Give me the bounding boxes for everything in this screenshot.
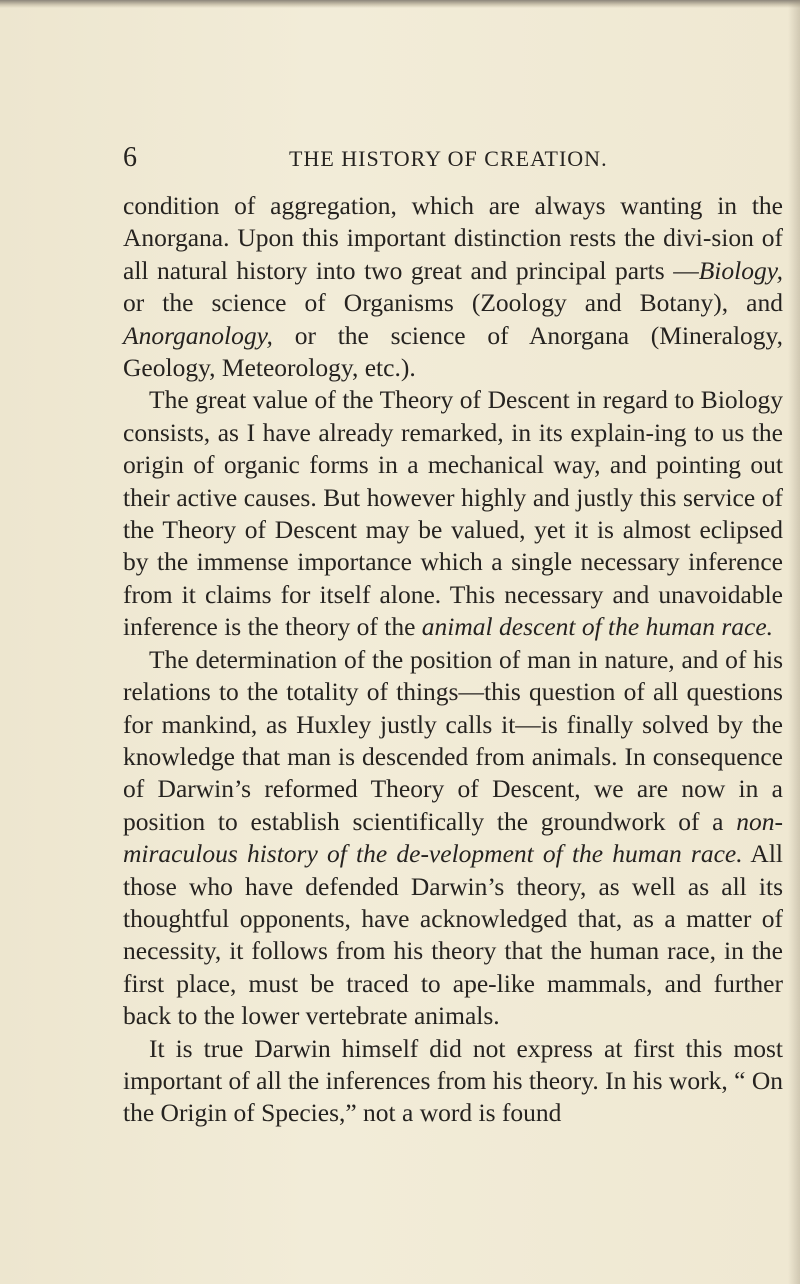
italic-phrase-animal-descent: animal descent of the human race. [421, 612, 774, 642]
italic-term-anorganology: Anorganology, [123, 320, 273, 350]
page-header [123, 142, 783, 176]
paragraph-4 [123, 1033, 783, 1130]
text-run: It is true Darwin himself did not express at first this most important of all the inferences from his theory. In his work, “ On the Origin of Species,” not a word is found [123, 1033, 783, 1128]
running-head: THE HISTORY OF CREATION. [289, 146, 608, 171]
text-run: The determination of the position of man in nature, and of his relations to the totality of things—this question of all questions for mankind, as Huxley justly calls it—is finally solved by the knowledge that man is descended from animals. In consequence of Darwin’s reformed Theory of Descent, we are now in a position to establish scientifically the groundwork of a [123, 644, 783, 836]
text-run: or the science of Anorgana (Mineralogy, Geology, Meteorology, etc.). [123, 320, 783, 383]
text-run: The great value of the Theory of Descent in regard to Biology consists, as I have already remarked, in its explain-ing to us the origin of organic forms in a mechanical way, and pointing out their active causes. But however highly and justly this service of the Theory of Descent may be valued, yet it is almost eclipsed by the immense importance which a single necessary inference from it claims for itself alone. This necessary and unavoidable inference is the theory of the [123, 385, 783, 642]
body-text [123, 190, 783, 1130]
text-run: condition of aggregation, which are always wanting in the Anorgana. Upon this important distinction rests the divi-sion of all natural history into two great and principal parts — [123, 191, 783, 285]
page-right-shadow [788, 0, 800, 1284]
text-run: All those who have defended Darwin’s theory, as well as all its thoughtful opponents, have acknowledged that, as a matter of necessity, it follows from his theory that the human race, in the first place, must be traced to ape-like mammals, and further back to the lower vertebrate animals. [123, 839, 783, 1031]
page-top-edge [0, 0, 800, 8]
page-number: 6 [123, 142, 137, 173]
paragraph-3 [123, 644, 783, 1033]
paragraph-2 [123, 384, 783, 643]
italic-term-biology: Biology, [698, 255, 783, 285]
paragraph-1 [123, 190, 783, 384]
italic-phrase-non-miraculous-history: non-miraculous history of the de-velopment of the human race. [123, 806, 783, 869]
text-run: or the science of Organisms (Zoology and Botany), and [123, 288, 783, 318]
